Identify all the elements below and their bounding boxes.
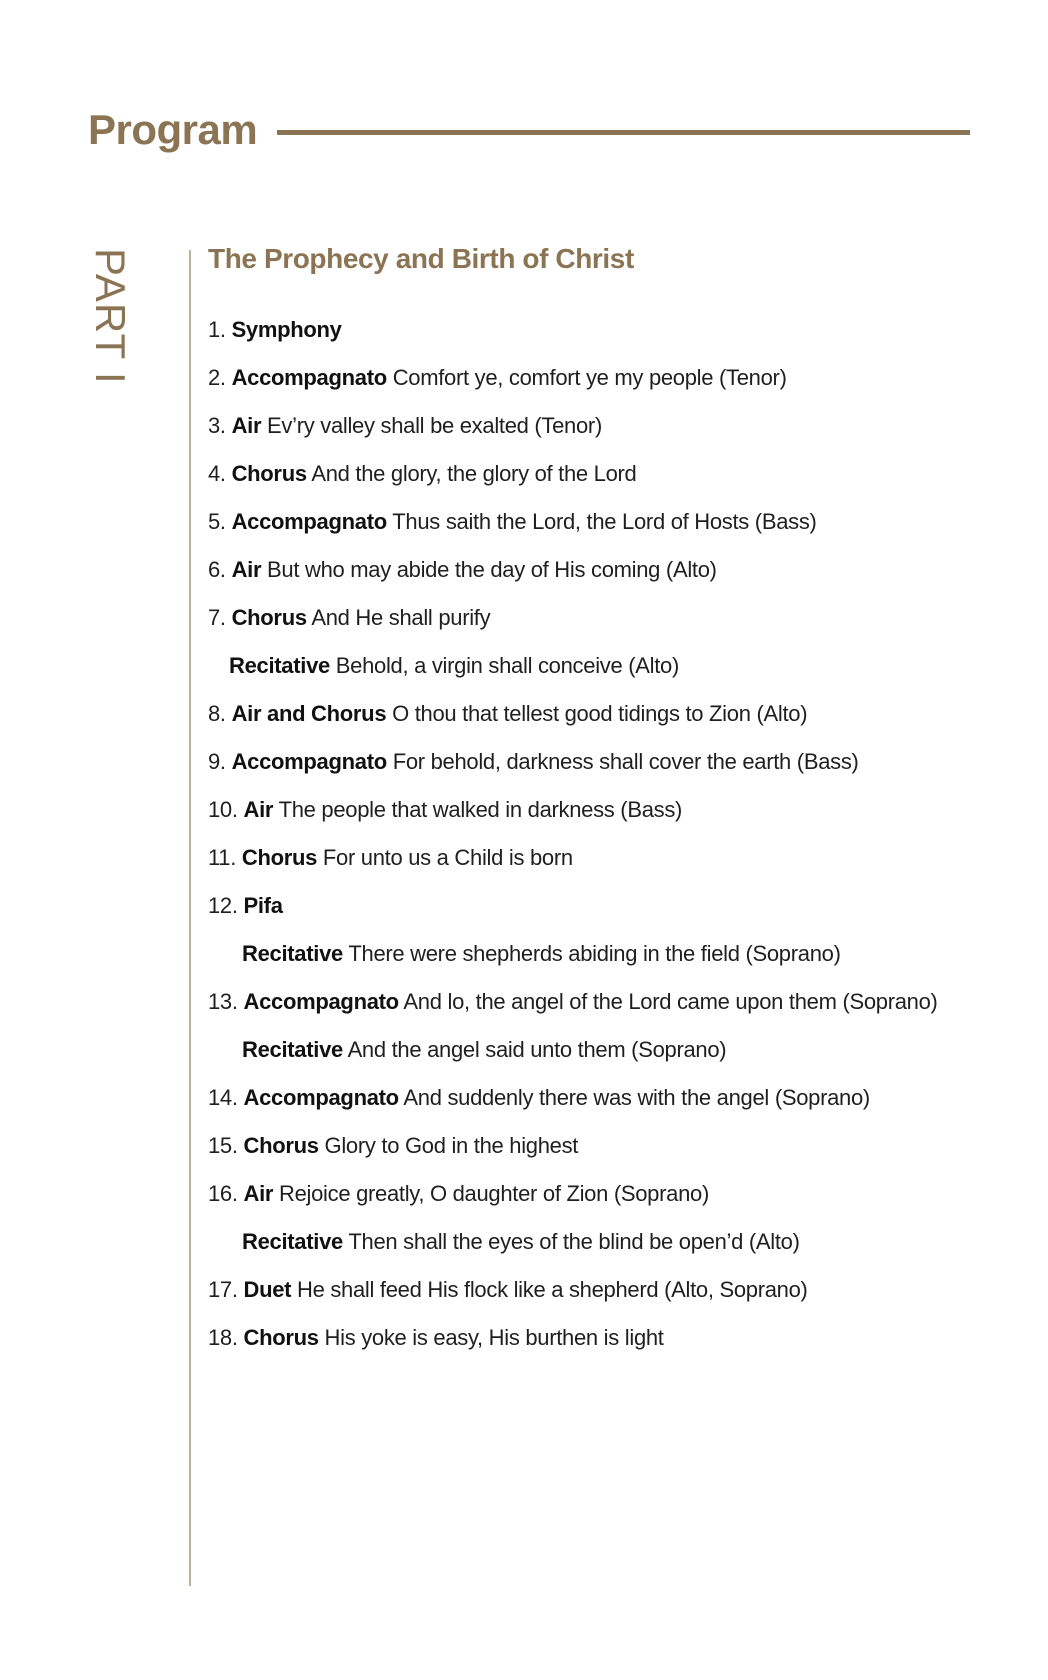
item-number: 8. xyxy=(208,701,226,726)
title-rule xyxy=(277,130,970,135)
item-form: Recitative xyxy=(242,941,343,966)
item-text: And lo, the angel of the Lord came upon them (Soprano) xyxy=(403,989,938,1014)
item-form: Symphony xyxy=(231,317,342,342)
item-form: Chorus xyxy=(241,845,318,870)
section-title: The Prophecy and Birth of Christ xyxy=(208,243,634,274)
program-item xyxy=(208,1081,1028,1129)
item-number: 4. xyxy=(208,461,226,486)
item-form: Chorus xyxy=(243,1133,319,1158)
item-text: He shall feed His flock like a shepherd (Alto, Soprano) xyxy=(297,1277,808,1302)
item-form: Accompagnato xyxy=(231,365,387,390)
item-text: And He shall purify xyxy=(311,605,491,630)
item-form: Duet xyxy=(243,1277,292,1302)
item-text: And suddenly there was with the angel (Soprano) xyxy=(403,1085,870,1110)
program-subitem xyxy=(208,1225,1028,1273)
item-form: Pifa xyxy=(243,893,283,918)
program-item xyxy=(208,841,1028,889)
item-text: Comfort ye, comfort ye my people (Tenor) xyxy=(392,365,787,390)
item-number: 9. xyxy=(208,749,226,774)
program-item xyxy=(208,505,1028,553)
program-subitem xyxy=(208,937,1028,985)
item-form: Recitative xyxy=(229,653,330,678)
program-item xyxy=(208,1273,1028,1321)
vertical-divider xyxy=(189,250,191,1586)
program-subitem xyxy=(208,649,1028,697)
item-form: Recitative xyxy=(242,1229,343,1254)
program-item xyxy=(208,409,1028,457)
program-item xyxy=(208,1321,1028,1369)
program-item xyxy=(208,697,1028,745)
item-text: His yoke is easy, His burthen is light xyxy=(324,1325,664,1350)
page-header xyxy=(88,100,970,160)
program-item xyxy=(208,889,1028,937)
program-item xyxy=(208,457,1028,505)
item-form: Recitative xyxy=(242,1037,343,1062)
item-number: 13. xyxy=(208,989,238,1014)
program-item xyxy=(208,985,1028,1033)
item-number: 10. xyxy=(208,797,238,822)
program-subitem xyxy=(208,1033,1028,1081)
item-text: Thus saith the Lord, the Lord of Hosts (Bass) xyxy=(392,509,817,534)
item-text: The people that walked in darkness (Bass) xyxy=(278,797,683,822)
item-number: 7. xyxy=(208,605,226,630)
item-text: And the glory, the glory of the Lord xyxy=(311,461,637,486)
item-text: There were shepherds abiding in the field (Soprano) xyxy=(348,941,841,966)
item-text: For behold, darkness shall cover the earth (Bass) xyxy=(392,749,859,774)
item-number: 15. xyxy=(208,1133,238,1158)
item-number: 2. xyxy=(208,365,226,390)
item-text: O thou that tellest good tidings to Zion (Alto) xyxy=(392,701,808,726)
item-form: Accompagnato xyxy=(243,1085,399,1110)
program-item xyxy=(208,793,1028,841)
item-form: Chorus xyxy=(231,605,307,630)
item-number: 18. xyxy=(208,1325,238,1350)
item-form: Air and Chorus xyxy=(231,701,387,726)
item-form: Air xyxy=(231,557,262,582)
program-item xyxy=(208,313,1028,361)
item-number: 3. xyxy=(208,413,226,438)
item-number: 16. xyxy=(208,1181,238,1206)
program-item xyxy=(208,553,1028,601)
item-number: 17. xyxy=(208,1277,238,1302)
program-item xyxy=(208,1177,1028,1225)
program-item xyxy=(208,1129,1028,1177)
item-text: And the angel said unto them (Soprano) xyxy=(347,1037,727,1062)
item-form: Accompagnato xyxy=(231,509,387,534)
item-form: Air xyxy=(243,797,274,822)
item-form: Chorus xyxy=(231,461,307,486)
program-list xyxy=(208,313,1028,1369)
item-number: 6. xyxy=(208,557,226,582)
item-text: But who may abide the day of His coming (Alto) xyxy=(267,557,717,582)
item-text: Glory to God in the highest xyxy=(324,1133,579,1158)
item-text: Then shall the eyes of the blind be open’d (Alto) xyxy=(348,1229,800,1254)
program-item xyxy=(208,601,1028,649)
item-form: Air xyxy=(231,413,262,438)
item-form: Air xyxy=(243,1181,274,1206)
item-form: Accompagnato xyxy=(243,989,399,1014)
item-text: Behold, a virgin shall conceive (Alto) xyxy=(335,653,679,678)
part-label: PART I xyxy=(87,248,134,385)
item-number: 14. xyxy=(208,1085,238,1110)
item-form: Chorus xyxy=(243,1325,319,1350)
item-number: 11. xyxy=(208,845,237,870)
item-text: Rejoice greatly, O daughter of Zion (Soprano) xyxy=(278,1181,709,1206)
item-text: Ev’ry valley shall be exalted (Tenor) xyxy=(267,413,602,438)
page-title: Program xyxy=(88,106,258,153)
item-number: 12. xyxy=(208,893,238,918)
item-number: 5. xyxy=(208,509,226,534)
program-item xyxy=(208,745,1028,793)
item-form: Accompagnato xyxy=(231,749,387,774)
item-text: For unto us a Child is born xyxy=(322,845,573,870)
item-number: 1. xyxy=(208,317,226,342)
program-item xyxy=(208,361,1028,409)
